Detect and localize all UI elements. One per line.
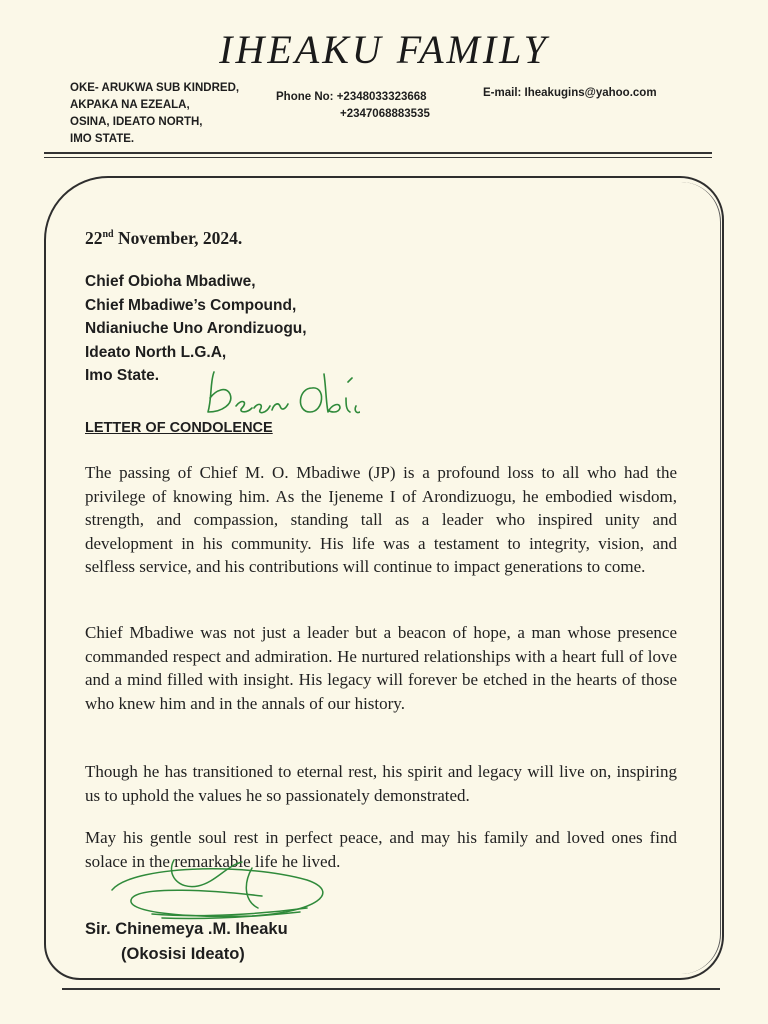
recipient-line: Imo State. [85, 367, 160, 384]
handwritten-salutation [200, 368, 360, 426]
letterhead-address [70, 80, 239, 148]
phone-label: Phone No: [276, 91, 334, 103]
body-paragraph: Chief Mbadiwe was not just a leader but a beacon of hope, a man whose presence commanded respect and admiration. He nurtured relationships with a heart full of love and a mind filled with insight. His legacy will forever be etched in the hearts of those who knew him and in the annals of our history. [85, 623, 677, 713]
body-paragraph: The passing of Chief M. O. Mbadiwe (JP) is a profound loss to all who had the privilege of knowing him. As the Ijeneme I of Arondizuogu, he embodied wisdom, strength, and compassion, standing tall as a leader who inspired unity and development in his community. His life was a testament to integrity, vision, and selfless service, and his contributions will continue to impact generations to come. [85, 463, 677, 576]
letter-date [85, 228, 242, 249]
letterhead-phone [276, 89, 430, 123]
body-paragraph: May his gentle soul rest in perfect peace, and may his family and loved ones find solace in the remarkable life he lived. [85, 828, 677, 871]
recipient-line: Ideato North L.G.A, [85, 343, 227, 361]
body-paragraph: Though he has transitioned to eternal rest, his spirit and legacy will live on, inspiring us to uphold the values he so passionately demonstrated. [85, 762, 677, 805]
address-line: AKPAKA NA EZEALA, [70, 99, 190, 111]
header-rule [44, 152, 712, 154]
signer-name: Sir. Chinemeya .M. Iheaku [85, 920, 288, 938]
address-line: IMO STATE. [70, 133, 135, 145]
phone-number: +2347068883535 [340, 108, 430, 120]
address-line: OKE- ARUKWA SUB KINDRED, [70, 82, 240, 94]
signer-title: (Okosisi Ideato) [121, 945, 245, 963]
recipient-line: Ndianiuche Uno Arondizuogu, [85, 320, 307, 337]
footer-rule [62, 988, 720, 990]
recipient-line: Chief Mbadiwe’s Compound, [85, 296, 297, 314]
recipient-line: Chief Obioha Mbadiwe, [85, 273, 256, 290]
email-label: E-mail: [483, 87, 522, 99]
letterhead-email [483, 87, 657, 99]
date-rest: November, 2024. [113, 228, 243, 248]
letter-subject: LETTER OF CONDOLENCE [85, 420, 273, 436]
header-rule [44, 157, 712, 158]
date-suffix: nd [102, 229, 114, 241]
date-day: 22 [85, 228, 103, 248]
email-address: Iheakugins@yahoo.com [524, 87, 657, 99]
letterhead-title: IHEAKU FAMILY [219, 27, 549, 72]
signatory [85, 917, 288, 967]
handwritten-signature [92, 856, 342, 926]
phone-number: +2348033323668 [336, 91, 427, 103]
address-line: OSINA, IDEATO NORTH, [70, 116, 203, 128]
